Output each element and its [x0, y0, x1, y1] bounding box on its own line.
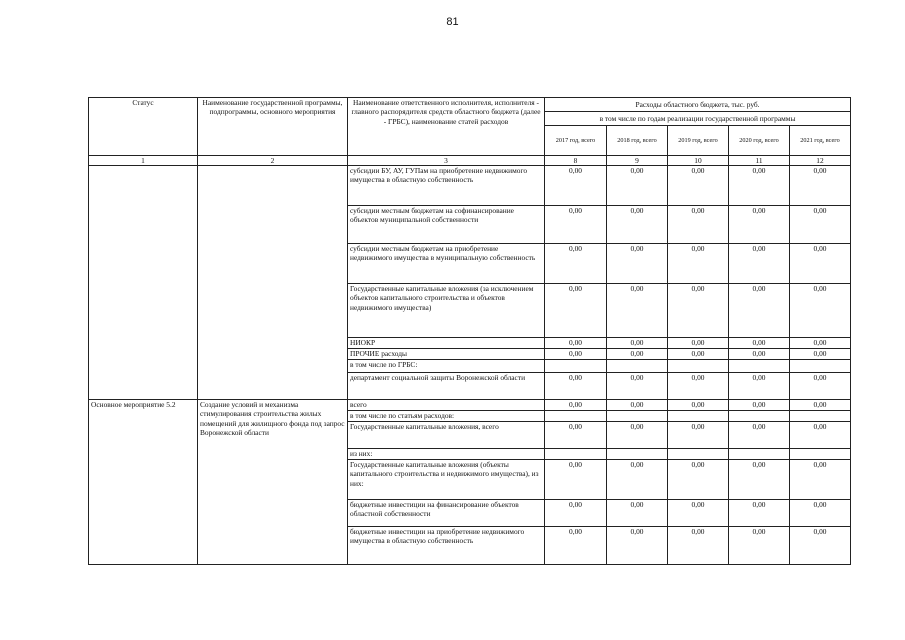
- value-cell: 0,00: [790, 338, 851, 349]
- value-cell: 0,00: [545, 338, 607, 349]
- header-year-2017: 2017 год, всего: [545, 126, 607, 156]
- value-cell: 0,00: [607, 338, 668, 349]
- value-cell: 0,00: [545, 206, 607, 244]
- value-cell: 0,00: [545, 527, 607, 565]
- col-number: 11: [729, 156, 790, 166]
- col-number: 8: [545, 156, 607, 166]
- expense-item-label: бюджетные инвестиции на приобретение недвижимого имущества в областную собственность: [348, 527, 545, 565]
- expense-item-label: департамент социальной защиты Воронежской области: [348, 373, 545, 400]
- value-cell: 0,00: [607, 500, 668, 527]
- expense-item-label: в том числе по ГРБС:: [348, 360, 545, 373]
- value-cell: 0,00: [668, 284, 729, 338]
- value-cell: 0,00: [668, 373, 729, 400]
- expense-item-label: всего: [348, 400, 545, 411]
- value-cell: 0,00: [729, 284, 790, 338]
- value-cell: 0,00: [668, 527, 729, 565]
- value-cell: 0,00: [729, 527, 790, 565]
- value-cell: 0,00: [545, 284, 607, 338]
- value-cell: 0,00: [729, 338, 790, 349]
- header-program: Наименование государственной программы, подпрограммы, основного мероприятия: [198, 98, 348, 156]
- value-cell: 0,00: [790, 349, 851, 360]
- table-header: [89, 98, 851, 166]
- expense-item-label: из них:: [348, 449, 545, 460]
- table-row: [89, 400, 851, 411]
- header-year-2018: 2018 год, всего: [607, 126, 668, 156]
- value-cell: 0,00: [545, 373, 607, 400]
- value-cell: [790, 449, 851, 460]
- value-cell: 0,00: [790, 460, 851, 500]
- page-number: 81: [446, 16, 459, 28]
- value-cell: 0,00: [790, 400, 851, 411]
- column-number-row: [89, 156, 851, 166]
- value-cell: 0,00: [668, 500, 729, 527]
- status-cell: Основное мероприятие 5.2: [89, 400, 198, 565]
- value-cell: 0,00: [607, 373, 668, 400]
- value-cell: 0,00: [790, 527, 851, 565]
- budget-table: [88, 97, 851, 565]
- value-cell: 0,00: [790, 284, 851, 338]
- expense-item-label: в том числе по статьям расходов:: [348, 411, 545, 422]
- value-cell: 0,00: [668, 206, 729, 244]
- value-cell: 0,00: [607, 284, 668, 338]
- value-cell: 0,00: [607, 422, 668, 449]
- value-cell: 0,00: [790, 206, 851, 244]
- value-cell: [607, 360, 668, 373]
- value-cell: [545, 449, 607, 460]
- value-cell: 0,00: [790, 166, 851, 206]
- value-cell: 0,00: [790, 244, 851, 284]
- value-cell: 0,00: [668, 166, 729, 206]
- value-cell: 0,00: [729, 422, 790, 449]
- header-executor: Наименование ответственного исполнителя, исполнителя - главного распорядителя средств областного бюджета (далее - ГРБС), наименование статей расходов: [348, 98, 545, 156]
- value-cell: [607, 449, 668, 460]
- value-cell: 0,00: [545, 166, 607, 206]
- value-cell: 0,00: [790, 500, 851, 527]
- value-cell: [545, 411, 607, 422]
- value-cell: 0,00: [729, 460, 790, 500]
- header-expenses: Расходы областного бюджета, тыс. руб.: [545, 98, 851, 112]
- value-cell: 0,00: [545, 460, 607, 500]
- col-number: 12: [790, 156, 851, 166]
- expense-item-label: Государственные капитальные вложения (за исключением объектов капитального строительства и объектов недвижимого имущества): [348, 284, 545, 338]
- value-cell: 0,00: [607, 460, 668, 500]
- value-cell: [545, 360, 607, 373]
- value-cell: 0,00: [545, 500, 607, 527]
- value-cell: 0,00: [545, 422, 607, 449]
- status-cell: [89, 166, 198, 400]
- expense-item-label: субсидии местным бюджетам на софинансирование объектов муниципальной собственности: [348, 206, 545, 244]
- col-number: 3: [348, 156, 545, 166]
- expense-item-label: Государственные капитальные вложения, всего: [348, 422, 545, 449]
- value-cell: 0,00: [729, 349, 790, 360]
- value-cell: 0,00: [790, 422, 851, 449]
- value-cell: 0,00: [729, 166, 790, 206]
- value-cell: 0,00: [607, 166, 668, 206]
- value-cell: 0,00: [668, 422, 729, 449]
- col-number: 2: [198, 156, 348, 166]
- expense-item-label: субсидии местным бюджетам на приобретение недвижимого имущества в муниципальную собственность: [348, 244, 545, 284]
- value-cell: 0,00: [607, 400, 668, 411]
- value-cell: 0,00: [545, 244, 607, 284]
- col-number: 9: [607, 156, 668, 166]
- value-cell: 0,00: [668, 338, 729, 349]
- program-cell: Создание условий и механизма стимулирования строительства жилых помещений для жилищного фонда под запрос Воронежской области: [198, 400, 348, 565]
- table-row: [89, 166, 851, 206]
- header-by-years: в том числе по годам реализации государственной программы: [545, 112, 851, 126]
- value-cell: [729, 360, 790, 373]
- expense-item-label: НИОКР: [348, 338, 545, 349]
- header-year-2020: 2020 год, всего: [729, 126, 790, 156]
- col-number: 1: [89, 156, 198, 166]
- header-status: Статус: [89, 98, 198, 156]
- value-cell: 0,00: [607, 527, 668, 565]
- value-cell: 0,00: [668, 244, 729, 284]
- value-cell: 0,00: [668, 460, 729, 500]
- value-cell: 0,00: [545, 400, 607, 411]
- value-cell: 0,00: [607, 244, 668, 284]
- value-cell: 0,00: [668, 400, 729, 411]
- value-cell: 0,00: [729, 373, 790, 400]
- value-cell: 0,00: [790, 373, 851, 400]
- value-cell: 0,00: [545, 349, 607, 360]
- value-cell: 0,00: [729, 400, 790, 411]
- table-body: [89, 166, 851, 565]
- expense-item-label: бюджетные инвестиции на финансирование объектов областной собственности: [348, 500, 545, 527]
- value-cell: 0,00: [729, 500, 790, 527]
- value-cell: 0,00: [729, 206, 790, 244]
- value-cell: 0,00: [729, 244, 790, 284]
- expense-item-label: субсидии БУ, АУ, ГУПам на приобретение недвижимого имущества в областную собственность: [348, 166, 545, 206]
- value-cell: 0,00: [607, 349, 668, 360]
- col-number: 10: [668, 156, 729, 166]
- value-cell: [729, 449, 790, 460]
- program-cell: [198, 166, 348, 400]
- expense-item-label: ПРОЧИЕ расходы: [348, 349, 545, 360]
- header-year-2019: 2019 год, всего: [668, 126, 729, 156]
- value-cell: [607, 411, 668, 422]
- value-cell: [668, 360, 729, 373]
- value-cell: [668, 449, 729, 460]
- value-cell: 0,00: [607, 206, 668, 244]
- value-cell: [668, 411, 729, 422]
- value-cell: [790, 411, 851, 422]
- value-cell: [729, 411, 790, 422]
- expense-item-label: Государственные капитальные вложения (объекты капитального строительства и недвижимого имущества), из них:: [348, 460, 545, 500]
- value-cell: [790, 360, 851, 373]
- header-year-2021: 2021 год, всего: [790, 126, 851, 156]
- value-cell: 0,00: [668, 349, 729, 360]
